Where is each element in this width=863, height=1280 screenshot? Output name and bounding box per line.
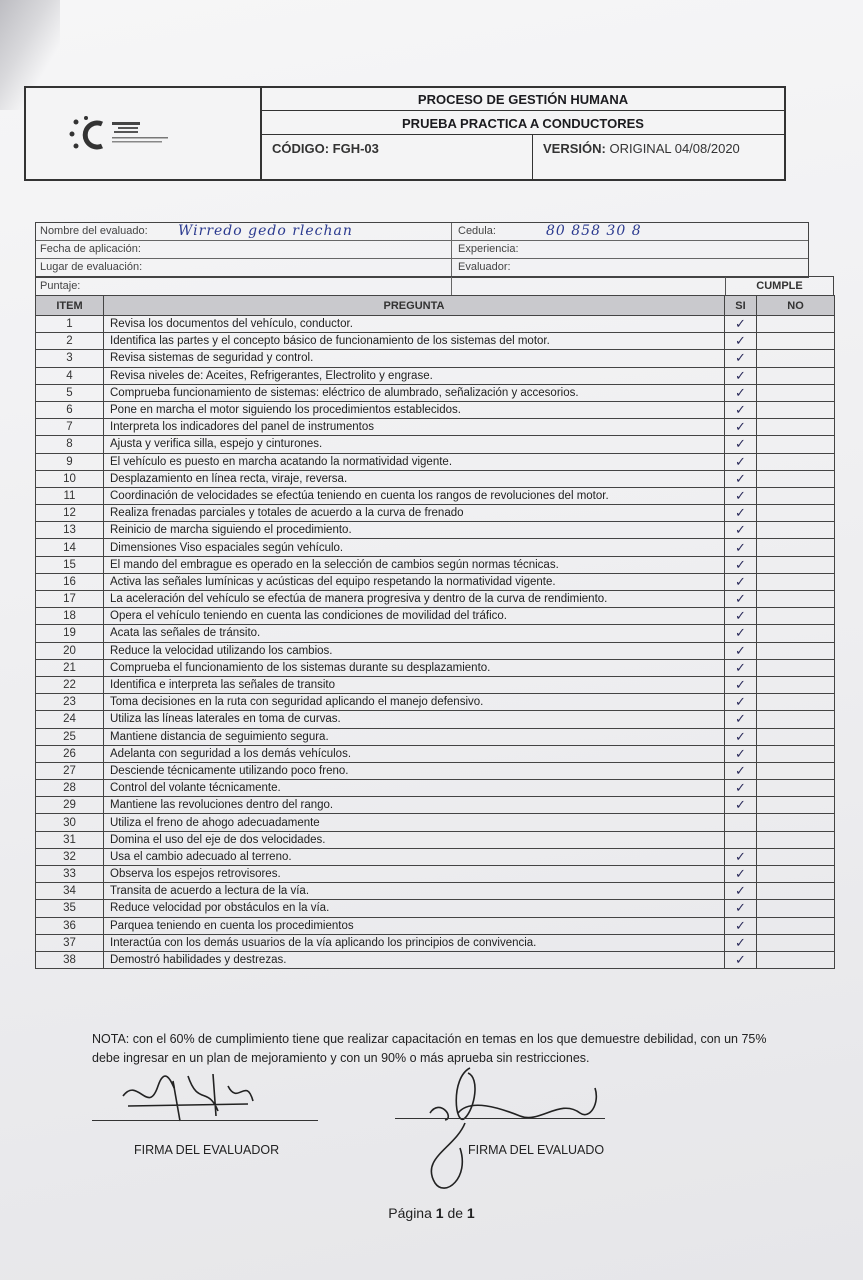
si-checkbox-cell[interactable] <box>725 539 757 556</box>
item-question: Coordinación de velocidades se efectúa teniendo en cuenta los rangos de revoluciones del motor. <box>104 487 725 504</box>
puntaje-divider <box>451 277 452 295</box>
no-checkbox-cell[interactable] <box>757 694 835 711</box>
si-checkbox-cell[interactable] <box>725 625 757 642</box>
no-checkbox-cell[interactable] <box>757 642 835 659</box>
check-mark-icon: ✓ <box>735 436 746 452</box>
item-number: 34 <box>36 883 104 900</box>
checklist-table <box>35 295 835 969</box>
no-checkbox-cell[interactable] <box>757 951 835 968</box>
si-checkbox-cell[interactable] <box>725 350 757 367</box>
fecha-label: Fecha de aplicación: <box>40 243 141 255</box>
info-divider <box>451 223 452 240</box>
item-number: 13 <box>36 522 104 539</box>
checklist-row <box>36 883 835 900</box>
cedula-label: Cedula: <box>458 225 496 237</box>
checklist-row <box>36 384 835 401</box>
item-number: 32 <box>36 848 104 865</box>
item-question: Demostró habilidades y destrezas. <box>104 951 725 968</box>
no-checkbox-cell[interactable] <box>757 883 835 900</box>
si-checkbox-cell[interactable] <box>725 316 757 333</box>
checklist-row <box>36 573 835 590</box>
no-checkbox-cell[interactable] <box>757 573 835 590</box>
item-question: Revisa niveles de: Aceites, Refrigerantes, Electrolito y engrase. <box>104 367 725 384</box>
item-number: 31 <box>36 831 104 848</box>
item-number: 14 <box>36 539 104 556</box>
checklist-row <box>36 762 835 779</box>
si-checkbox-cell[interactable] <box>725 522 757 539</box>
si-checkbox-cell[interactable] <box>725 470 757 487</box>
checklist-row <box>36 728 835 745</box>
si-checkbox-cell[interactable] <box>725 367 757 384</box>
check-mark-icon: ✓ <box>735 539 746 555</box>
check-mark-icon: ✓ <box>735 797 746 813</box>
si-checkbox-cell[interactable] <box>725 642 757 659</box>
si-checkbox-cell[interactable] <box>725 676 757 693</box>
item-question: Domina el uso del eje de dos velocidades. <box>104 831 725 848</box>
checklist-row <box>36 436 835 453</box>
no-checkbox-cell[interactable] <box>757 401 835 418</box>
item-number: 16 <box>36 573 104 590</box>
info-row-lugar <box>36 259 808 277</box>
item-number: 21 <box>36 659 104 676</box>
checklist-row <box>36 522 835 539</box>
item-question: Transita de acuerdo a lectura de la vía. <box>104 883 725 900</box>
item-question: Interpreta los indicadores del panel de instrumentos <box>104 419 725 436</box>
si-checkbox-cell[interactable] <box>725 780 757 797</box>
no-checkbox-cell[interactable] <box>757 780 835 797</box>
evaluado-signature-line <box>395 1118 605 1119</box>
no-checkbox-cell[interactable] <box>757 728 835 745</box>
checklist-row <box>36 934 835 951</box>
col-no: NO <box>757 296 835 316</box>
info-row-fecha <box>36 241 808 259</box>
no-checkbox-cell[interactable] <box>757 333 835 350</box>
checklist-row <box>36 419 835 436</box>
item-number: 7 <box>36 419 104 436</box>
no-checkbox-cell[interactable] <box>757 934 835 951</box>
page-prefix: Página <box>388 1205 436 1221</box>
item-number: 38 <box>36 951 104 968</box>
no-checkbox-cell[interactable] <box>757 745 835 762</box>
firma-evaluador-label: FIRMA DEL EVALUADOR <box>134 1143 280 1157</box>
no-checkbox-cell[interactable] <box>757 436 835 453</box>
item-number: 23 <box>36 694 104 711</box>
checklist-row <box>36 608 835 625</box>
no-checkbox-cell[interactable] <box>757 350 835 367</box>
check-mark-icon: ✓ <box>735 505 746 521</box>
no-checkbox-cell[interactable] <box>757 539 835 556</box>
si-checkbox-cell[interactable] <box>725 384 757 401</box>
no-checkbox-cell[interactable] <box>757 814 835 831</box>
item-number: 29 <box>36 797 104 814</box>
check-mark-icon: ✓ <box>735 934 746 950</box>
si-checkbox-cell[interactable] <box>725 711 757 728</box>
item-number: 20 <box>36 642 104 659</box>
puntaje-label: Puntaje: <box>40 280 81 292</box>
si-checkbox-cell[interactable] <box>725 659 757 676</box>
checklist-row <box>36 539 835 556</box>
checklist-row <box>36 831 835 848</box>
si-checkbox-cell[interactable] <box>725 848 757 865</box>
no-checkbox-cell[interactable] <box>757 762 835 779</box>
cumple-header: CUMPLE <box>725 277 833 295</box>
no-checkbox-cell[interactable] <box>757 917 835 934</box>
item-question: Pone en marcha el motor siguiendo los procedimientos establecidos. <box>104 401 725 418</box>
check-mark-icon: ✓ <box>735 883 746 899</box>
checklist-row <box>36 401 835 418</box>
item-number: 6 <box>36 401 104 418</box>
item-number: 33 <box>36 866 104 883</box>
info-divider <box>451 241 452 258</box>
check-mark-icon: ✓ <box>735 591 746 607</box>
check-mark-icon: ✓ <box>735 625 746 641</box>
nombre-value: Wirredo gedo rlechan <box>178 223 353 239</box>
check-mark-icon: ✓ <box>735 522 746 538</box>
si-checkbox-cell[interactable] <box>725 608 757 625</box>
item-question: Reinicio de marcha siguiendo el procedimiento. <box>104 522 725 539</box>
page-mid: de <box>443 1205 467 1221</box>
item-number: 8 <box>36 436 104 453</box>
si-checkbox-cell[interactable] <box>725 745 757 762</box>
check-mark-icon: ✓ <box>735 917 746 933</box>
evaluador-label: Evaluador: <box>458 261 511 273</box>
document-header <box>24 86 786 181</box>
item-question: Toma decisiones en la ruta con seguridad aplicando el manejo defensivo. <box>104 694 725 711</box>
col-si: SI <box>725 296 757 316</box>
check-mark-icon: ✓ <box>735 316 746 332</box>
check-mark-icon: ✓ <box>735 728 746 744</box>
si-checkbox-cell[interactable] <box>725 762 757 779</box>
checklist-row <box>36 591 835 608</box>
document-code: CÓDIGO: FGH-03 <box>272 141 379 156</box>
check-mark-icon: ✓ <box>735 470 746 486</box>
checklist-row <box>36 350 835 367</box>
si-checkbox-cell[interactable] <box>725 883 757 900</box>
item-number: 26 <box>36 745 104 762</box>
item-question: Comprueba funcionamiento de sistemas: eléctrico de alumbrado, señalización y accesorios. <box>104 384 725 401</box>
item-number: 1 <box>36 316 104 333</box>
col-item: ITEM <box>36 296 104 316</box>
no-checkbox-cell[interactable] <box>757 625 835 642</box>
check-mark-icon: ✓ <box>735 608 746 624</box>
item-number: 28 <box>36 780 104 797</box>
checklist-row <box>36 745 835 762</box>
checklist-row <box>36 900 835 917</box>
version-value: ORIGINAL 04/08/2020 <box>609 141 740 156</box>
version-label: VERSIÓN: <box>543 141 606 156</box>
cedula-value: 80 858 30 8 <box>546 223 642 239</box>
si-checkbox-cell[interactable] <box>725 814 757 831</box>
item-question: Opera el vehículo teniendo en cuenta las condiciones de movilidad del tráfico. <box>104 608 725 625</box>
check-mark-icon: ✓ <box>735 556 746 572</box>
nota-line-1: NOTA: con el 60% de cumplimiento tiene que realizar capacitación en temas en los que demuestre debilidad, con un 75% <box>92 1032 767 1046</box>
check-mark-icon: ✓ <box>735 350 746 366</box>
checklist-row <box>36 333 835 350</box>
no-checkbox-cell[interactable] <box>757 659 835 676</box>
checklist-row <box>36 556 835 573</box>
checklist-body <box>36 316 835 969</box>
checklist-row <box>36 848 835 865</box>
no-checkbox-cell[interactable] <box>757 316 835 333</box>
item-number: 22 <box>36 676 104 693</box>
page-current: 1 <box>435 1205 444 1221</box>
si-checkbox-cell[interactable] <box>725 487 757 504</box>
checklist-row <box>36 694 835 711</box>
document-version <box>532 135 784 179</box>
item-question: Comprueba el funcionamiento de los sistemas durante su desplazamiento. <box>104 659 725 676</box>
si-checkbox-cell[interactable] <box>725 333 757 350</box>
no-checkbox-cell[interactable] <box>757 831 835 848</box>
item-number: 9 <box>36 453 104 470</box>
no-checkbox-cell[interactable] <box>757 866 835 883</box>
check-mark-icon: ✓ <box>735 711 746 727</box>
item-number: 19 <box>36 625 104 642</box>
process-title: PROCESO DE GESTIÓN HUMANA <box>262 88 784 111</box>
item-question: El vehículo es puesto en marcha acatando la normatividad vigente. <box>104 453 725 470</box>
item-number: 25 <box>36 728 104 745</box>
item-question: Identifica e interpreta las señales de transito <box>104 676 725 693</box>
checklist-row <box>36 316 835 333</box>
item-question: La aceleración del vehículo se efectúa de manera progresiva y dentro de la curva de rendimiento. <box>104 591 725 608</box>
item-number: 27 <box>36 762 104 779</box>
check-mark-icon: ✓ <box>735 333 746 349</box>
check-mark-icon: ✓ <box>735 745 746 761</box>
item-question: Reduce la velocidad utilizando los cambios. <box>104 642 725 659</box>
test-title: PRUEBA PRACTICA A CONDUCTORES <box>262 112 784 135</box>
item-question: Identifica las partes y el concepto básico de funcionamiento de los sistemas del motor. <box>104 333 725 350</box>
checklist-row <box>36 797 835 814</box>
item-question: Desciende técnicamente utilizando poco freno. <box>104 762 725 779</box>
item-question: Usa el cambio adecuado al terreno. <box>104 848 725 865</box>
no-checkbox-cell[interactable] <box>757 676 835 693</box>
item-question: Utiliza el freno de ahogo adecuadamente <box>104 814 725 831</box>
puntaje-row <box>35 276 834 295</box>
item-number: 10 <box>36 470 104 487</box>
item-question: Parquea teniendo en cuenta los procedimientos <box>104 917 725 934</box>
si-checkbox-cell[interactable] <box>725 728 757 745</box>
checklist-header-row <box>36 296 835 316</box>
item-number: 11 <box>36 487 104 504</box>
si-checkbox-cell[interactable] <box>725 934 757 951</box>
check-mark-icon: ✓ <box>735 642 746 658</box>
si-checkbox-cell[interactable] <box>725 556 757 573</box>
item-number: 4 <box>36 367 104 384</box>
check-mark-icon: ✓ <box>735 453 746 469</box>
no-checkbox-cell[interactable] <box>757 487 835 504</box>
check-mark-icon: ✓ <box>735 677 746 693</box>
nota-line-2: debe ingresar en un plan de mejoramiento y con un 90% o más aprueba sin restricciones. <box>92 1051 590 1065</box>
no-checkbox-cell[interactable] <box>757 470 835 487</box>
item-number: 24 <box>36 711 104 728</box>
evaluador-signature <box>118 1066 258 1126</box>
si-checkbox-cell[interactable] <box>725 401 757 418</box>
item-number: 12 <box>36 505 104 522</box>
company-logo-icon <box>68 112 188 162</box>
si-checkbox-cell[interactable] <box>725 419 757 436</box>
checklist-row <box>36 453 835 470</box>
item-question: Dimensiones Viso espaciales según vehículo. <box>104 539 725 556</box>
info-divider <box>451 259 452 277</box>
si-checkbox-cell[interactable] <box>725 866 757 883</box>
item-question: El mando del embrague es operado en la selección de cambios según normas técnicas. <box>104 556 725 573</box>
item-number: 2 <box>36 333 104 350</box>
item-question: Mantiene distancia de seguimiento segura. <box>104 728 725 745</box>
check-mark-icon: ✓ <box>735 762 746 778</box>
check-mark-icon: ✓ <box>735 573 746 589</box>
si-checkbox-cell[interactable] <box>725 453 757 470</box>
si-checkbox-cell[interactable] <box>725 900 757 917</box>
item-question: Observa los espejos retrovisores. <box>104 866 725 883</box>
checklist-row <box>36 505 835 522</box>
item-number: 5 <box>36 384 104 401</box>
item-question: Utiliza las líneas laterales en toma de curvas. <box>104 711 725 728</box>
no-checkbox-cell[interactable] <box>757 608 835 625</box>
no-checkbox-cell[interactable] <box>757 556 835 573</box>
experiencia-label: Experiencia: <box>458 243 519 255</box>
checklist-row <box>36 659 835 676</box>
item-number: 17 <box>36 591 104 608</box>
si-checkbox-cell[interactable] <box>725 505 757 522</box>
evaluador-signature-line <box>92 1120 318 1121</box>
check-mark-icon: ✓ <box>735 780 746 796</box>
no-checkbox-cell[interactable] <box>757 522 835 539</box>
item-number: 37 <box>36 934 104 951</box>
check-mark-icon: ✓ <box>735 367 746 383</box>
checklist-row <box>36 951 835 968</box>
item-question: Reduce velocidad por obstáculos en la vía. <box>104 900 725 917</box>
check-mark-icon: ✓ <box>735 848 746 864</box>
checklist-row <box>36 711 835 728</box>
checklist-row <box>36 367 835 384</box>
checklist-row <box>36 917 835 934</box>
no-checkbox-cell[interactable] <box>757 419 835 436</box>
code-version-row <box>262 135 784 179</box>
nombre-label: Nombre del evaluado: <box>40 225 148 237</box>
no-checkbox-cell[interactable] <box>757 711 835 728</box>
item-question: Mantiene las revoluciones dentro del rango. <box>104 797 725 814</box>
checklist-row <box>36 676 835 693</box>
item-question: Realiza frenadas parciales y totales de acuerdo a la curva de frenado <box>104 505 725 522</box>
no-checkbox-cell[interactable] <box>757 900 835 917</box>
firma-evaluado-label: FIRMA DEL EVALUADO <box>468 1143 605 1157</box>
check-mark-icon: ✓ <box>735 952 746 968</box>
check-mark-icon: ✓ <box>735 866 746 882</box>
item-question: Revisa sistemas de seguridad y control. <box>104 350 725 367</box>
si-checkbox-cell[interactable] <box>725 797 757 814</box>
info-row-nombre <box>36 223 808 241</box>
item-question: Interactúa con los demás usuarios de la vía aplicando los principios de convivencia. <box>104 934 725 951</box>
no-checkbox-cell[interactable] <box>757 384 835 401</box>
checklist-row <box>36 625 835 642</box>
no-checkbox-cell[interactable] <box>757 797 835 814</box>
check-mark-icon: ✓ <box>735 487 746 503</box>
no-checkbox-cell[interactable] <box>757 367 835 384</box>
no-checkbox-cell[interactable] <box>757 591 835 608</box>
item-question: Acata las señales de tránsito. <box>104 625 725 642</box>
col-pregunta: PREGUNTA <box>104 296 725 316</box>
checklist-row <box>36 866 835 883</box>
si-checkbox-cell[interactable] <box>725 951 757 968</box>
item-number: 36 <box>36 917 104 934</box>
evaluado-signature <box>410 1058 610 1198</box>
item-number: 3 <box>36 350 104 367</box>
checklist-row <box>36 780 835 797</box>
si-checkbox-cell[interactable] <box>725 591 757 608</box>
page-number <box>0 1205 863 1221</box>
check-mark-icon: ✓ <box>735 659 746 675</box>
item-question: Adelanta con seguridad a los demás vehículos. <box>104 745 725 762</box>
check-mark-icon: ✓ <box>735 402 746 418</box>
checklist-row <box>36 642 835 659</box>
checklist-row <box>36 487 835 504</box>
item-question: Ajusta y verifica silla, espejo y cinturones. <box>104 436 725 453</box>
check-mark-icon: ✓ <box>735 694 746 710</box>
item-number: 35 <box>36 900 104 917</box>
si-checkbox-cell[interactable] <box>725 831 757 848</box>
item-question: Activa las señales lumínicas y acústicas del equipo respetando la normatividad vigente. <box>104 573 725 590</box>
checklist-row <box>36 470 835 487</box>
item-number: 30 <box>36 814 104 831</box>
check-mark-icon: ✓ <box>735 900 746 916</box>
item-number: 15 <box>36 556 104 573</box>
no-checkbox-cell[interactable] <box>757 848 835 865</box>
item-number: 18 <box>36 608 104 625</box>
lugar-label: Lugar de evaluación: <box>40 261 143 273</box>
evaluation-info-table <box>35 222 809 278</box>
item-question: Control del volante técnicamente. <box>104 780 725 797</box>
si-checkbox-cell[interactable] <box>725 917 757 934</box>
no-checkbox-cell[interactable] <box>757 505 835 522</box>
no-checkbox-cell[interactable] <box>757 453 835 470</box>
checklist-row <box>36 814 835 831</box>
item-question: Revisa los documentos del vehículo, conductor. <box>104 316 725 333</box>
si-checkbox-cell[interactable] <box>725 573 757 590</box>
check-mark-icon: ✓ <box>735 419 746 435</box>
si-checkbox-cell[interactable] <box>725 694 757 711</box>
page-total: 1 <box>466 1205 475 1221</box>
si-checkbox-cell[interactable] <box>725 436 757 453</box>
item-question: Desplazamiento en línea recta, viraje, reversa. <box>104 470 725 487</box>
check-mark-icon: ✓ <box>735 384 746 400</box>
logo-cell <box>26 88 262 179</box>
